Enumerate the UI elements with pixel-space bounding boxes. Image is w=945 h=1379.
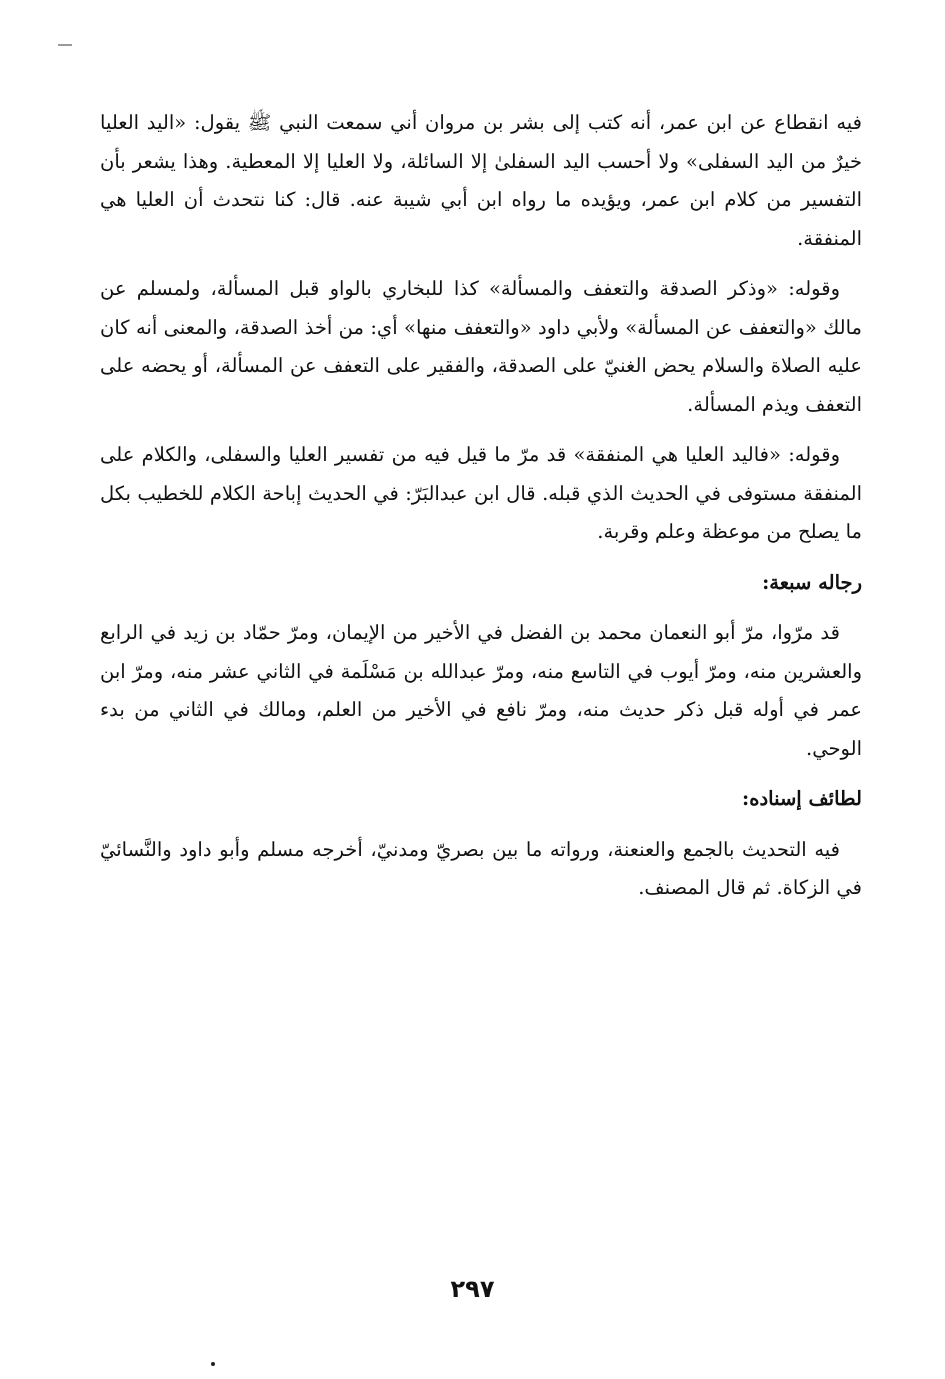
paragraph-1: فيه انقطاع عن ابن عمر، أنه كتب إلى بشر بن مروان أني سمعت النبي ﷺ يقول: «اليد العليا خيرٌ من اليد السفلى» ولا أحسب اليد السفلىٰ إلا السائلة، ولا العليا إلا المعطية. وهذا يشعر بأن التفسير من كلام ابن عمر، ويؤيده ما رواه ابن أبي شيبة عنه. قال: كنا نتحدث أن العليا هي المنفقة. xyxy=(100,111,862,250)
section-heading-narrators: رجاله سبعة: xyxy=(762,570,862,594)
body-text xyxy=(100,104,862,920)
bottom-dot xyxy=(211,1362,215,1366)
paragraph-5: فيه التحديث بالجمع والعنعنة، ورواته ما بين بصريّ ومدنيّ، أخرجه مسلم وأبو داود والنَّسائيّ في الزكاة. ثم قال المصنف. xyxy=(100,837,862,899)
paragraph-4: قد مرّوا، مرّ أبو النعمان محمد بن الفضل في الأخير من الإيمان، ومرّ حمّاد بن زيد في الرابع والعشرين منه، ومرّ أيوب في التاسع منه، ومرّ عبدالله بن مَسْلَمة في الثاني عشر منه، ومرّ ابن عمر في أوله قبل ذكر حديث منه، ومرّ نافع في الأخير من العلم، ومالك في الثاني من بدء الوحي. xyxy=(100,621,862,760)
corner-mark xyxy=(58,44,72,46)
section-heading-isnad: لطائف إسناده: xyxy=(742,787,862,810)
paragraph-2: وقوله: «وذكر الصدقة والتعفف والمسألة» كذا للبخاري بالواو قبل المسألة، ولمسلم عن مالك «والتعفف عن المسألة» ولأبي داود «والتعفف منها» أي: من أخذ الصدقة، والمعنى أنه كان عليه الصلاة والسلام يحض الغنيّ على الصدقة، والفقير على التعفف عن المسألة، أو يحضه على التعفف ويذم المسألة. xyxy=(100,277,862,416)
page-number: ٢٩٧ xyxy=(450,1275,495,1303)
paragraph-3: وقوله: «فاليد العليا هي المنفقة» قد مرّ ما قيل فيه من تفسير العليا والسفلى، والكلام على المنفقة مستوفى في الحديث الذي قبله. قال ابن عبدالبَرّ: في الحديث إباحة الكلام للخطيب بكل ما يصلح من موعظة وعلم وقربة. xyxy=(100,443,862,543)
